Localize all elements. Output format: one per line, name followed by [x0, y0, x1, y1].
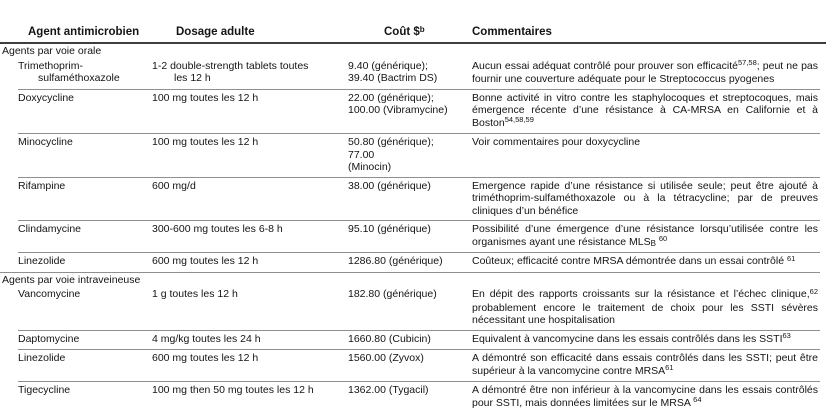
dosage-cell	[152, 333, 348, 346]
table-header-row	[0, 0, 826, 44]
table-row	[0, 221, 826, 252]
dosage-line: 4 mg/kg toutes les 24 h	[152, 332, 261, 345]
cost-line: 9.40 (générique);	[348, 59, 428, 72]
dosage-line: 100 mg then 50 mg toutes les 12 h	[152, 384, 314, 396]
table-body	[0, 44, 826, 413]
dosage-cell	[152, 255, 348, 268]
reference-superscript: 61	[786, 253, 796, 263]
agent-name-line: Linezolide	[18, 352, 66, 364]
cost-cell	[348, 333, 472, 346]
comments-cell: A démontré être non inférieur à la vancomycine dans les essais contrôlés pour SSTI, mais données limitées sur le MRSA $^{64}$	[472, 384, 818, 409]
comments-cell: Voir commentaires pour doxycycline	[472, 136, 641, 148]
agent-name-line: Clindamycine	[18, 223, 82, 235]
column-header-label: Coût $	[384, 26, 420, 38]
dosage-cell	[152, 223, 348, 236]
cost-line: 77.00	[348, 148, 375, 161]
dosage-cell	[152, 92, 348, 105]
agent-cell	[0, 288, 152, 301]
agent-name-line: Doxycycline	[18, 91, 75, 104]
cost-line: 95.10 (générique)	[348, 223, 431, 235]
footnote-marker-b: b	[419, 25, 425, 34]
dosage-line: 600 mg toutes les 12 h	[152, 352, 259, 364]
agent-cell	[0, 255, 152, 268]
cost-line: 1560.00 (Zyvox)	[348, 352, 424, 364]
cost-line: 100.00 (Vibramycine)	[348, 104, 448, 116]
table-row	[0, 331, 826, 350]
cost-line: 1286.80 (générique)	[348, 255, 443, 267]
table-row	[0, 253, 826, 272]
agent-name-line: Linezolide	[18, 255, 66, 267]
dosage-line: 1 g toutes les 12 h	[152, 288, 238, 300]
dosage-cell	[152, 136, 348, 149]
agent-cell	[0, 60, 152, 85]
section-header: Agents par voie intraveineuse	[2, 273, 141, 286]
agent-name-line: Minocycline	[18, 136, 73, 148]
comments-cell: Aucun essai adéquat contrôlé pour prouver son efficacité$^{57,58}$; peut ne pas fournir une couverture adéquate pour le Streptococcus pyogenes	[472, 58, 819, 85]
column-header-dosage	[152, 26, 348, 39]
column-header-cost	[348, 26, 472, 39]
cost-cell	[348, 136, 472, 174]
agent-cell	[0, 384, 152, 397]
cost-cell	[348, 180, 472, 193]
cost-line: (Minocin)	[348, 161, 392, 173]
agent-cell	[0, 333, 152, 346]
cost-cell	[348, 352, 472, 365]
cost-line: 38.00 (générique)	[348, 179, 431, 192]
agent-cell	[0, 136, 152, 149]
agent-name-line: Trimethoprim-	[18, 59, 83, 72]
table-row	[0, 58, 826, 89]
column-header-label: Commentaires	[472, 26, 552, 38]
comments-cell: Possibilité d’une émergence d’une résistance lorsqu’utilisée contre les organismes ayant une résistance $MLS_B$ $^{60}$	[472, 223, 818, 248]
dosage-cell	[152, 288, 348, 301]
agent-name-line: sulfaméthoxazole	[38, 72, 120, 84]
cost-line: 1660.80 (Cubicin)	[348, 332, 431, 345]
dosage-line: 100 mg toutes les 12 h	[152, 136, 259, 148]
agent-cell	[0, 352, 152, 365]
column-header-comments	[472, 26, 826, 39]
dosage-line: 600 mg toutes les 12 h	[152, 255, 259, 267]
agent-cell	[0, 180, 152, 193]
agent-name-line: Daptomycine	[18, 332, 80, 345]
dosage-line: 300-600 mg toutes les 6-8 h	[152, 223, 283, 235]
comments-cell: Bonne activité in vitro contre les staphylocoques et streptocoques, mais émergence récente d’une résistance à CA-MRSA en Californie et à Boston$^{54,58,59}$	[472, 91, 818, 129]
section-header: Agents par voie orale	[2, 45, 102, 57]
dosage-line: 100 mg toutes les 12 h	[152, 91, 259, 104]
table-row	[0, 350, 826, 381]
comments-cell: A démontré son efficacité dans essais contrôlés dans les SSTI; peut être supérieur à la vancomycine contre MRSA$^{61}$	[472, 352, 818, 377]
cost-cell	[348, 288, 472, 301]
cost-line: 39.40 (Bactrim DS)	[348, 72, 438, 84]
comments-cell: Coûteux; efficacité contre MRSA démontrée dans un essai contrôlé $^{61}$	[472, 253, 796, 267]
column-header-label: Dosage adulte	[176, 26, 255, 38]
cost-cell	[348, 223, 472, 236]
reference-superscript: 64	[693, 395, 702, 404]
cost-line: 22.00 (générique);	[348, 91, 434, 104]
dosage-line: les 12 h	[174, 72, 211, 84]
agent-cell	[0, 223, 152, 236]
dosage-cell	[152, 384, 348, 397]
agent-name-line: Rifampine	[18, 179, 66, 192]
comments-cell: Equivalent à vancomycine dans les essais contrôlés dans les SSTI$^{63}$	[472, 331, 791, 345]
comments-cell: En dépit des rapports croissants sur la résistance et l’échec clinique,$^{62}$ probablement encore le traitement de choix pour les SSTI sévères nécessitant une hospitalisation	[472, 286, 818, 326]
dosage-cell	[152, 60, 348, 85]
cost-cell	[348, 384, 472, 397]
cost-cell	[348, 255, 472, 268]
dosage-line: 1-2 double-strength tablets toutes	[152, 59, 309, 72]
table-row	[0, 134, 826, 177]
table-row	[0, 178, 826, 221]
dosage-cell	[152, 180, 348, 193]
reference-superscript: 61	[665, 363, 674, 372]
agent-name-line: Vancomycine	[18, 288, 81, 300]
cost-line: 50.80 (générique);	[348, 136, 434, 148]
reference-superscript: 60	[658, 234, 668, 243]
dosage-line: 600 mg/d	[152, 179, 196, 192]
reference-superscript: 57,58	[738, 58, 757, 67]
column-header-agent	[0, 26, 152, 39]
agent-cell	[0, 92, 152, 105]
reference-superscript: 62	[809, 286, 818, 296]
table-row	[0, 382, 826, 413]
cost-line: 1362.00 (Tygacil)	[348, 384, 429, 396]
comments-cell: Emergence rapide d’une résistance si utilisée seule; peut être ajouté à triméthoprim-sulfaméthoxazole ou à la tétracycline; par de preuves cliniques d’un bénéfice	[472, 179, 818, 217]
reference-superscript: 54,58,59	[504, 115, 534, 124]
table-row	[0, 286, 826, 330]
dosage-cell	[152, 352, 348, 365]
reference-superscript: 63	[782, 331, 791, 340]
cost-cell	[348, 60, 472, 85]
agent-name-line: Tigecycline	[18, 384, 71, 396]
column-header-label: Agent antimicrobien	[28, 26, 140, 38]
cost-cell	[348, 92, 472, 117]
table-row	[0, 90, 826, 134]
cost-line: 182.80 (générique)	[348, 288, 437, 300]
subscript-text: B	[650, 239, 656, 248]
